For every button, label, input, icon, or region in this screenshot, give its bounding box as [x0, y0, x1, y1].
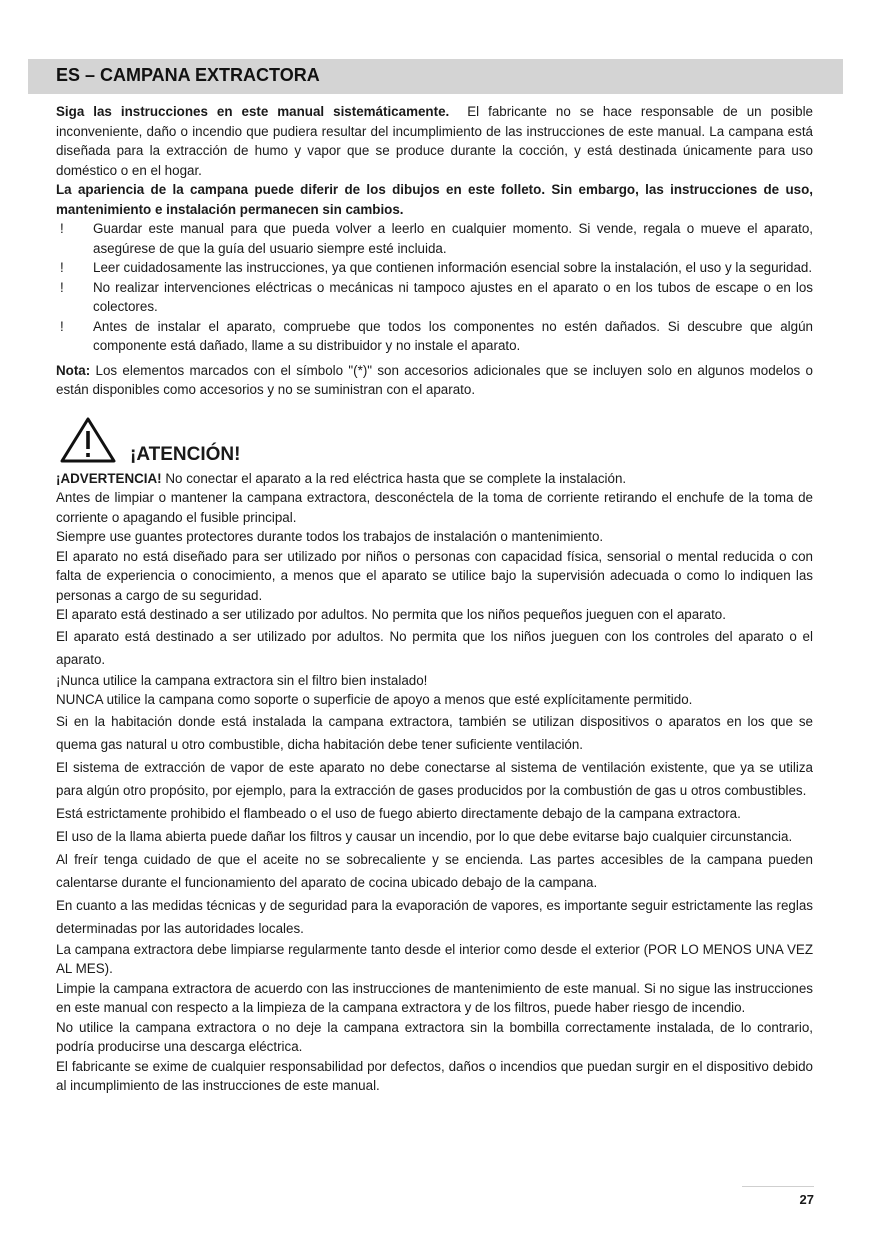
advertencia-label: ¡ADVERTENCIA!: [56, 470, 162, 486]
appearance-note: La apariencia de la campana puede diferir de los dibujos en este folleto. Sin embargo, las instrucciones de uso, mantenimiento e instalación permanecen sin cambios.: [56, 182, 813, 217]
list-item: [56, 258, 813, 278]
section-title: ES – CAMPANA EXTRACTORA: [56, 65, 320, 85]
list-item: [56, 219, 813, 258]
intro-lead: Siga las instrucciones en este manual sistemáticamente.: [56, 104, 450, 119]
exclamation-marker: !: [60, 318, 64, 334]
warning-paragraph: El aparato está destinado a ser utilizado por adultos. No permita que los niños jueguen con los controles del aparato o el aparato.: [56, 628, 813, 667]
list-item-text: Guardar este manual para que pueda volver a leerlo en cualquier momento. Si vende, regala o mueve el aparato, asegúrese de que la guía del usuario siempre esté incluida.: [93, 221, 813, 256]
list-item-text: Antes de instalar el aparato, compruebe que todos los componentes no estén dañados. Si descubre que algún componente está dañado, llame a su distribuidor y no instale el aparato.: [93, 318, 813, 353]
section-header-band: [28, 59, 843, 94]
list-item-text: Leer cuidadosamente las instrucciones, ya que contienen información esencial sobre la instalación, el uso y la seguridad.: [93, 260, 813, 275]
page-number: 27: [799, 1192, 814, 1207]
list-item: [56, 317, 813, 356]
list-item-text: No realizar intervenciones eléctricas o mecánicas ni tampoco ajustes en el aparato o en los tubos de escape o en los colectores.: [93, 279, 813, 314]
warning-title: ¡ATENCIÓN!: [130, 444, 241, 465]
warning-paragraph: Siempre use guantes protectores durante todos los trabajos de instalación o mantenimiento.: [56, 529, 604, 544]
manual-content: [56, 102, 813, 1096]
warning-paragraph: ¡Nunca utilice la campana extractora sin el filtro bien instalado!: [56, 672, 428, 688]
warning-paragraph: El uso de la llama abierta puede dañar los filtros y causar un incendio, por lo que debe evitarse bajo cualquier circunstancia.: [56, 828, 793, 844]
intro-paragraph: [56, 102, 813, 180]
warning-paragraph: Está estrictamente prohibido el flambeado o el uso de fuego abierto directamente debajo de la campana extractora.: [56, 805, 741, 821]
warning-paragraph: En cuanto a las medidas técnicas y de seguridad para la evaporación de vapores, es importante seguir estrictamente las reglas determinadas por las autoridades locales.: [56, 897, 813, 936]
warning-paragraph: Si en la habitación donde está instalada la campana extractora, también se utilizan dispositivos o aparatos en los que se quema gas natural u otro combustible, dicha habitación debe tener suficiente ventilación.: [56, 713, 813, 752]
warning-paragraph: El aparato está destinado a ser utilizado por adultos. No permita que los niños pequeños jueguen con el aparato.: [56, 607, 726, 622]
exclamation-marker: !: [60, 221, 64, 236]
warning-paragraph: La campana extractora debe limpiarse regularmente tanto desde el interior como desde el exterior (POR LO MENOS UNA VEZ AL MES).: [56, 941, 813, 976]
warning-body: [56, 469, 813, 1096]
warning-header: [58, 413, 813, 465]
warning-paragraph: No utilice la campana extractora o no deje la campana extractora sin la bombilla correctamente instalada, de lo contrario, podría producirse una descarga eléctrica.: [56, 1019, 813, 1054]
advertencia-text: No conectar el aparato a la red eléctrica hasta que se complete la instalación.: [165, 470, 627, 486]
warning-paragraph: El aparato no está diseñado para ser utilizado por niños o personas con capacidad física, sensorial o mental reducida o con falta de experiencia o conocimiento, a menos que el aparato se utilice bajo la supervisión adecuada o como lo indiquen las personas a cargo de su seguridad.: [56, 548, 813, 603]
warning-paragraph: Al freír tenga cuidado de que el aceite no se sobrecaliente y se encienda. Las partes accesibles de la campana pueden calentarse durante el funcionamiento del aparato de cocina ubicado debajo de la campana.: [56, 851, 813, 890]
advertencia-paragraph: [56, 469, 813, 489]
intro-text: El fabricante no se hace responsable de un posible inconveniente, daño o incendio que pudiera resultar del incumplimiento de las instrucciones de este manual. La campana está diseñada para la extracción de humo y vapor que se produce durante la cocción, y está destinada únicamente para uso doméstico o en el hogar.: [56, 104, 814, 178]
note-label: Nota:: [56, 362, 91, 378]
warning-paragraph: El sistema de extracción de vapor de este aparato no debe conectarse al sistema de ventilación existente, que ya se utiliza para algún otro propósito, por ejemplo, para la extracción de gases producidos por la combustión de gas u otros combustibles.: [56, 759, 813, 798]
warning-triangle-icon: [58, 415, 118, 465]
warning-paragraph: Limpie la campana extractora de acuerdo con las instrucciones de mantenimiento de este manual. Si no sigue las instrucciones en este manual con respecto a la limpieza de la campana extractora y de los filtros, puede haber riesgo de incendio.: [56, 980, 813, 1015]
note-paragraph: [56, 361, 813, 400]
list-item: [56, 278, 813, 317]
exclamation-marker: !: [60, 260, 64, 275]
note-text: Los elementos marcados con el símbolo "(*)" son accesorios adicionales que se incluyen solo en algunos modelos o están disponibles como accesorios y no se suministran con el aparato.: [56, 362, 813, 397]
instruction-list: [56, 219, 813, 356]
warning-paragraph: El fabricante se exime de cualquier responsabilidad por defectos, daños o incendios que puedan surgir en el dispositivo debido al incumplimiento de las instrucciones de este manual.: [56, 1058, 813, 1093]
warning-paragraph: Antes de limpiar o mantener la campana extractora, desconéctela de la toma de corriente retirando el enchufe de la toma de corriente o apagando el fusible principal.: [56, 490, 813, 525]
exclamation-marker: !: [60, 279, 64, 295]
footer-divider: [742, 1186, 814, 1187]
warning-paragraph: NUNCA utilice la campana como soporte o superficie de apoyo a menos que esté explícitamente permitido.: [56, 692, 693, 707]
